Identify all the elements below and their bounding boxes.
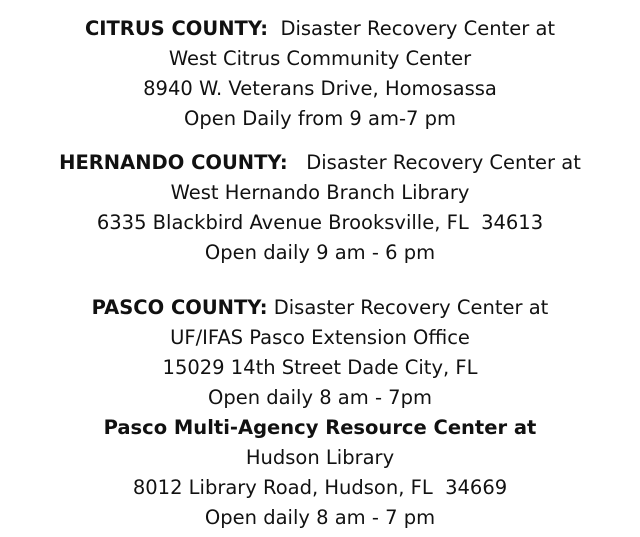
citrus-hours: Open Daily from 9 am-7 pm <box>184 107 456 130</box>
citrus-heading <box>0 16 640 42</box>
hernando-heading <box>0 150 640 176</box>
hernando-hours: Open daily 9 am - 6 pm <box>204 241 436 264</box>
citrus-address: 8940 W. Veterans Drive, Homosassa <box>143 77 497 100</box>
pasco-location-name: UF/IFAS Pasco Extension Office <box>170 326 470 349</box>
pasco-center-type: Disaster Recovery Center at <box>267 296 549 319</box>
hernando-county-label: HERNANDO COUNTY: <box>59 151 288 174</box>
pasco-resource-hours: Open daily 8 am - 7 pm <box>204 506 436 529</box>
pasco-hours: Open daily 8 am - 7pm <box>208 386 432 409</box>
pasco-heading <box>0 295 640 321</box>
citrus-center-type: Disaster Recovery Center at <box>268 17 556 40</box>
pasco-resource-address: 8012 Library Road, Hudson, FL 34669 <box>132 476 508 499</box>
citrus-county-label: CITRUS COUNTY: <box>84 17 269 40</box>
pasco-address: 15029 14th Street Dade City, FL <box>162 356 478 379</box>
pasco-resource-center-title: Pasco Multi-Agency Resource Center at <box>103 416 537 439</box>
pasco-resource-location-name: Hudson Library <box>245 446 395 469</box>
hernando-location-name: West Hernando Branch Library <box>170 181 470 204</box>
pasco-county-label: PASCO COUNTY: <box>91 296 268 319</box>
hernando-center-type: Disaster Recovery Center at <box>287 151 581 174</box>
hernando-address: 6335 Blackbird Avenue Brooksville, FL 34613 <box>96 211 544 234</box>
citrus-location-name: West Citrus Community Center <box>168 47 472 70</box>
